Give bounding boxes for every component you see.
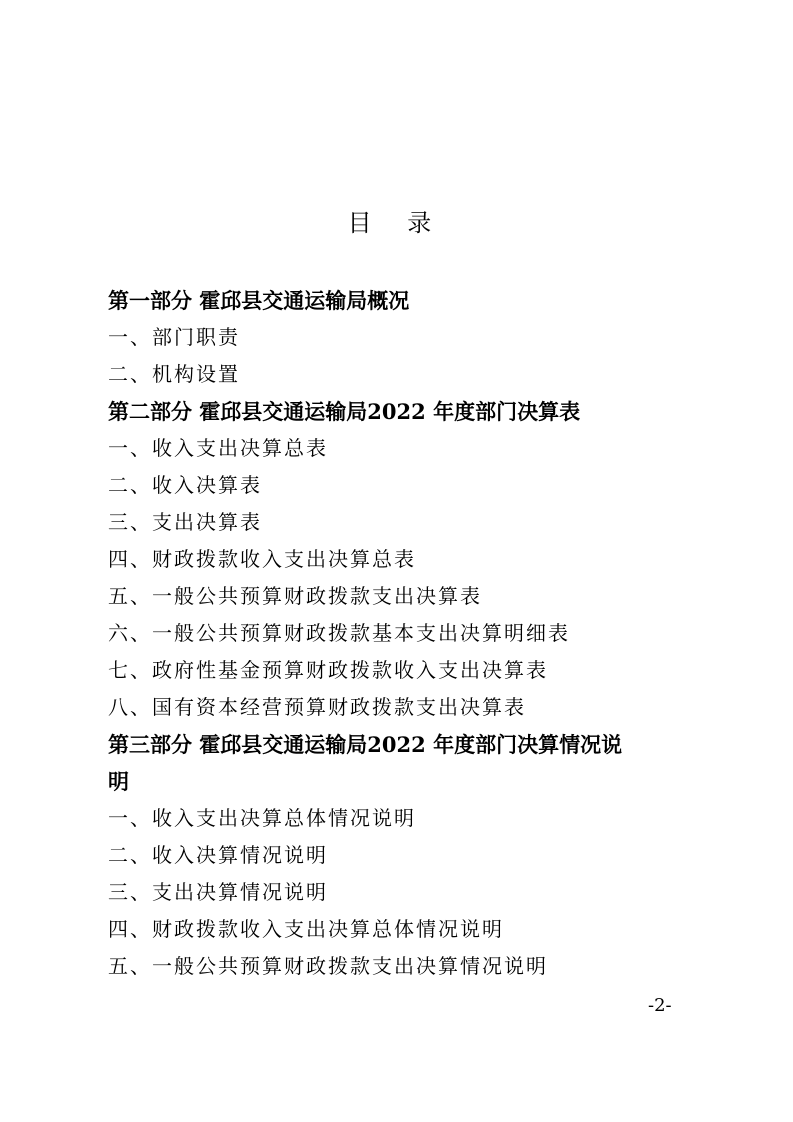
page-number: -2- [648,995,672,1016]
toc-part-3-heading[interactable]: 第三部分 霍邱县交通运输局2022 年度部门决算情况说 [108,732,623,757]
table-of-contents [108,282,698,985]
toc-item[interactable]: 四、财政拨款收入支出决算总体情况说明 [108,917,504,941]
toc-item[interactable]: 二、机构设置 [108,362,240,386]
toc-item[interactable]: 一、收入支出决算总体情况说明 [108,806,416,830]
toc-item[interactable]: 四、财政拨款收入支出决算总表 [108,547,416,571]
toc-item[interactable]: 一、部门职责 [108,325,240,349]
toc-item[interactable]: 三、支出决算情况说明 [108,880,328,904]
page-title: 目 录 [347,209,446,237]
toc-item[interactable]: 五、一般公共预算财政拨款支出决算情况说明 [108,954,548,978]
toc-part-2-heading[interactable]: 第二部分 霍邱县交通运输局2022 年度部门决算表 [108,399,581,424]
toc-item[interactable]: 三、支出决算表 [108,510,262,534]
toc-item[interactable]: 八、国有资本经营预算财政拨款支出决算表 [108,695,526,719]
toc-item[interactable]: 五、一般公共预算财政拨款支出决算表 [108,584,482,608]
toc-item[interactable]: 二、收入决算情况说明 [108,843,328,867]
toc-part-1-heading[interactable]: 第一部分 霍邱县交通运输局概况 [108,288,410,313]
toc-item[interactable]: 六、一般公共预算财政拨款基本支出决算明细表 [108,621,570,645]
toc-item[interactable]: 一、收入支出决算总表 [108,436,328,460]
toc-item[interactable]: 七、政府性基金预算财政拨款收入支出决算表 [108,658,548,682]
toc-item[interactable]: 二、收入决算表 [108,473,262,497]
toc-part-3-heading-continued[interactable]: 明 [108,769,129,794]
